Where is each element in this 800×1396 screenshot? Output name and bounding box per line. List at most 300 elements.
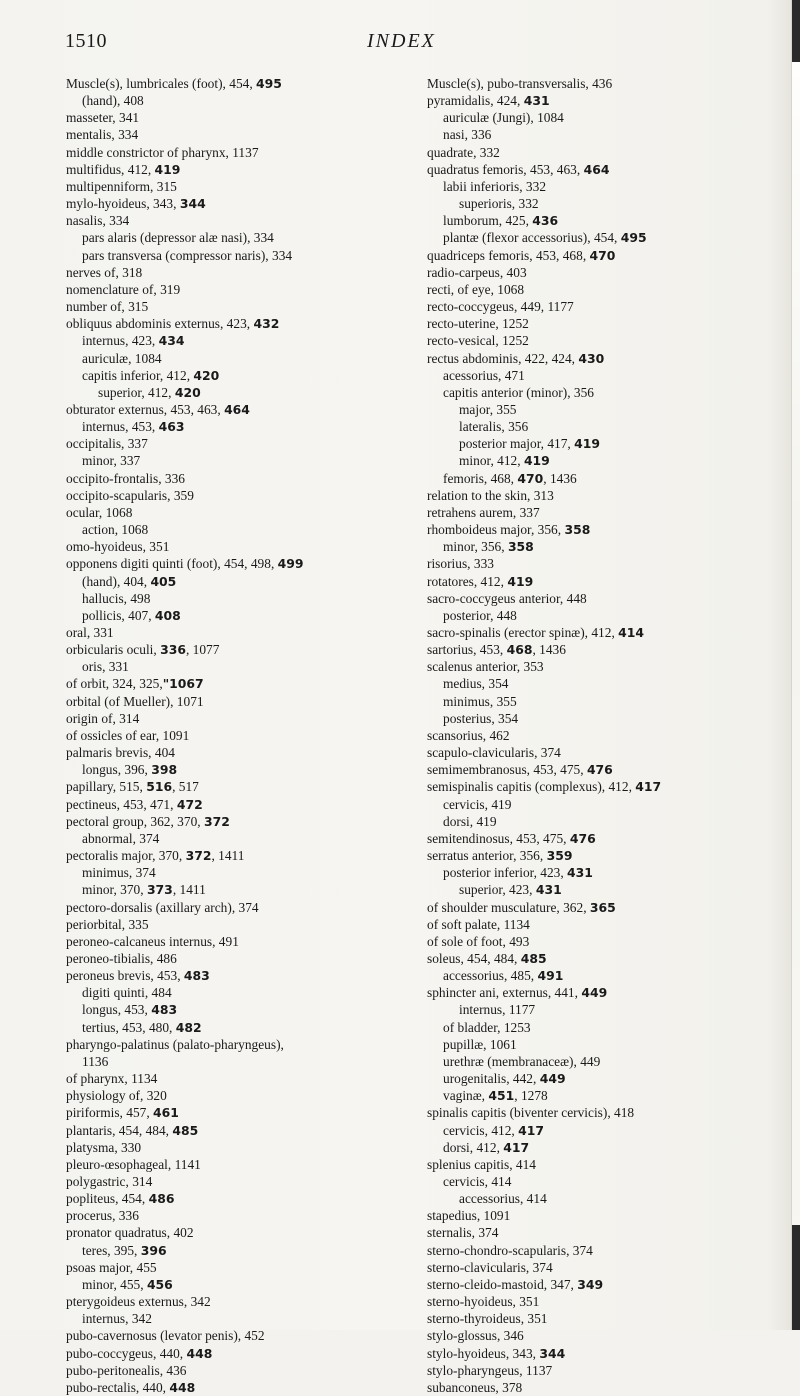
- entry-text: Muscle(s), lumbricales (foot), 454,: [66, 76, 257, 91]
- entry-text: of sole of foot, 493: [427, 933, 530, 949]
- index-entry: [66, 1139, 411, 1156]
- index-entry: [66, 933, 411, 950]
- entry-text: pubo-peritonealis, 436: [66, 1362, 187, 1378]
- index-entry: [427, 693, 782, 710]
- bold-page-reference: 499: [277, 556, 304, 572]
- entry-text: multifidus, 412,: [66, 161, 155, 177]
- index-entry: [66, 761, 411, 778]
- bold-page-reference: 430: [578, 350, 605, 366]
- bold-page-reference: 434: [158, 333, 185, 349]
- entry-text: pyramidalis, 424,: [427, 93, 524, 109]
- index-entry: [66, 1242, 411, 1259]
- index-entry: [427, 1345, 782, 1362]
- entry-text: pectineus, 453, 471,: [66, 796, 177, 812]
- bold-page-reference: 464: [224, 401, 250, 417]
- entry-text: superior, 412,: [98, 384, 175, 400]
- entry-text: , 1411: [172, 882, 206, 898]
- index-entry: [66, 401, 411, 418]
- index-entry: [427, 950, 782, 967]
- index-entry: [66, 1345, 411, 1362]
- index-entry: [427, 1139, 782, 1156]
- entry-text: minimus, 355: [443, 693, 517, 709]
- entry-text: action, 1068: [82, 522, 149, 538]
- bold-page-reference: 449: [539, 1071, 566, 1087]
- bold-page-reference: 431: [567, 865, 593, 881]
- entry-text: pupillæ, 1061: [443, 1036, 517, 1052]
- entry-text: occipito-scapularis, 359: [66, 487, 194, 503]
- entry-text: obturator externus, 453, 463,: [66, 401, 225, 417]
- entry-text: pubo-cavernosus (levator penis), 452: [66, 1328, 265, 1344]
- bold-page-reference: 372: [185, 848, 212, 864]
- bold-page-reference: 483: [151, 1002, 178, 1018]
- index-entry: [427, 675, 782, 692]
- entry-text: posterius, 354: [443, 710, 519, 726]
- bold-page-reference: 358: [564, 522, 591, 538]
- index-entry: [66, 1310, 411, 1327]
- index-entry: [66, 1036, 411, 1053]
- entry-text: rectus abdominis, 422, 424,: [427, 350, 579, 366]
- entry-text: teres, 395,: [82, 1242, 141, 1258]
- entry-text: dorsi, 419: [443, 813, 497, 829]
- index-entry: [66, 195, 411, 212]
- bold-page-reference: 448: [186, 1345, 213, 1361]
- entry-text: lumborum, 425,: [443, 213, 533, 229]
- entry-text: recto-vesical, 1252: [427, 333, 529, 349]
- index-entry: [427, 1122, 782, 1139]
- index-entry: [427, 126, 782, 143]
- entry-text: pollicis, 407,: [82, 607, 155, 623]
- index-entry: [427, 881, 782, 898]
- index-column-right: [427, 75, 782, 1396]
- index-entry: [66, 264, 411, 281]
- bold-page-reference: 476: [586, 762, 613, 778]
- index-entry: [427, 367, 782, 384]
- bold-page-reference: 420: [193, 367, 220, 383]
- entry-text: capitis inferior, 412,: [82, 367, 194, 383]
- index-entry: [66, 332, 411, 349]
- entry-text: accessorius, 414: [459, 1191, 547, 1207]
- index-entry: [66, 1070, 411, 1087]
- index-entry: [427, 1207, 782, 1224]
- bold-page-reference: 417: [635, 779, 662, 795]
- index-entry: [427, 710, 782, 727]
- index-entry: [66, 212, 411, 229]
- index-entry: [427, 212, 782, 229]
- index-entry: [66, 350, 411, 367]
- index-entry: [427, 229, 782, 246]
- index-entry: [66, 607, 411, 624]
- index-entry: [66, 298, 411, 315]
- entry-text: labii inferioris, 332: [443, 178, 547, 194]
- bold-page-reference: 431: [535, 882, 562, 898]
- entry-text: oral, 331: [66, 625, 114, 640]
- bold-page-reference: "1067: [162, 676, 204, 692]
- entry-text: scapulo-clavicularis, 374: [427, 745, 561, 761]
- index-entry: [427, 75, 782, 92]
- index-entry: [66, 281, 411, 298]
- entry-text: periorbital, 335: [66, 916, 149, 932]
- entry-text: splenius capitis, 414: [427, 1156, 536, 1172]
- entry-text: procerus, 336: [66, 1208, 139, 1224]
- index-entry: [427, 1104, 782, 1121]
- bold-page-reference: 486: [148, 1191, 175, 1207]
- index-entry: [427, 573, 782, 590]
- entry-text: sterno-hyoideus, 351: [427, 1294, 540, 1310]
- bold-page-reference: 365: [589, 899, 616, 915]
- entry-text: of ossicles of ear, 1091: [66, 727, 190, 743]
- bold-page-reference: 436: [532, 213, 559, 229]
- entry-text: retrahens aurem, 337: [427, 504, 540, 520]
- index-entry: [66, 899, 411, 916]
- index-entry: [66, 1362, 411, 1379]
- bold-page-reference: 483: [183, 968, 210, 984]
- bold-page-reference: 485: [520, 950, 547, 966]
- index-entry: [427, 1276, 782, 1293]
- entry-text: serratus anterior, 356,: [427, 848, 547, 864]
- index-entry: [427, 744, 782, 761]
- entry-text: papillary, 515,: [66, 779, 147, 795]
- entry-text: capitis anterior (minor), 356: [443, 384, 594, 400]
- index-entry: [66, 1104, 411, 1121]
- bold-page-reference: 398: [151, 762, 178, 778]
- entry-text: , 1436: [532, 642, 566, 658]
- entry-text: minimus, 374: [82, 865, 156, 881]
- entry-text: number of, 315: [66, 299, 149, 315]
- entry-text: accessorius, 485,: [443, 968, 538, 984]
- entry-text: internus, 423,: [82, 333, 159, 349]
- entry-text: Muscle(s), pubo-transversalis, 436: [427, 76, 613, 91]
- index-entry: [427, 1362, 782, 1379]
- bold-page-reference: 344: [179, 196, 206, 212]
- entry-text: nasalis, 334: [66, 213, 130, 229]
- index-entry: [427, 418, 782, 435]
- entry-text: middle constrictor of pharynx, 1137: [66, 144, 259, 160]
- bold-page-reference: 495: [256, 76, 282, 91]
- entry-text: multipenniform, 315: [66, 178, 177, 194]
- index-entry: [66, 126, 411, 143]
- index-entry: [427, 92, 782, 109]
- entry-text: quadratus femoris, 453, 463,: [427, 161, 584, 177]
- bold-page-reference: 396: [140, 1242, 167, 1258]
- index-entry: [427, 933, 782, 950]
- index-entry: [66, 109, 411, 126]
- entry-text: cervicis, 414: [443, 1174, 512, 1189]
- index-entry: [427, 315, 782, 332]
- bold-page-reference: 451: [488, 1088, 515, 1104]
- entry-text: 1136: [82, 1053, 109, 1069]
- entry-text: pleuro-œsophageal, 1141: [66, 1156, 201, 1172]
- index-entry: [427, 1053, 782, 1070]
- entry-text: recto-coccygeus, 449, 1177: [427, 299, 574, 315]
- entry-text: sterno-chondro-scapularis, 374: [427, 1242, 593, 1258]
- entry-text: stylo-pharyngeus, 1137: [427, 1362, 553, 1378]
- entry-text: internus, 453,: [82, 419, 159, 435]
- index-entry: [66, 573, 411, 590]
- entry-text: internus, 342: [82, 1311, 152, 1327]
- entry-text: sartorius, 453,: [427, 642, 507, 658]
- entry-text: nomenclature of, 319: [66, 281, 181, 297]
- entry-text: superioris, 332: [459, 196, 539, 212]
- index-entry: [66, 590, 411, 607]
- bold-page-reference: 516: [146, 779, 173, 795]
- entry-text: medius, 354: [443, 676, 509, 692]
- index-entry: [427, 761, 782, 778]
- bold-page-reference: 408: [154, 607, 181, 623]
- entry-text: obliquus abdominis externus, 423,: [66, 316, 254, 332]
- entry-text: scalenus anterior, 353: [427, 659, 544, 675]
- index-entry: [427, 796, 782, 813]
- entry-text: physiology of, 320: [66, 1088, 167, 1104]
- index-entry: [66, 315, 411, 332]
- index-entry: [427, 1224, 782, 1241]
- entry-text: pars alaris (depressor alæ nasi), 334: [82, 230, 274, 246]
- index-entry: [427, 109, 782, 126]
- index-entry: [66, 1207, 411, 1224]
- index-entry: [66, 435, 411, 452]
- entry-text: , 1278: [514, 1088, 548, 1104]
- entry-text: semispinalis capitis (complexus), 412,: [427, 779, 636, 795]
- bold-page-reference: 491: [537, 968, 564, 984]
- index-entry: [427, 1001, 782, 1018]
- entry-text: , 1077: [185, 642, 220, 658]
- entry-text: sacro-coccygeus anterior, 448: [427, 590, 587, 606]
- entry-text: recto-uterine, 1252: [427, 316, 529, 332]
- index-entry: [427, 916, 782, 933]
- bold-page-reference: 417: [518, 1122, 544, 1138]
- entry-text: pubo-rectalis, 440,: [66, 1379, 170, 1395]
- index-entry: [427, 161, 782, 178]
- index-entry: [66, 1276, 411, 1293]
- index-entry: [66, 470, 411, 487]
- index-entry: [66, 1173, 411, 1190]
- bold-page-reference: 417: [503, 1139, 530, 1155]
- index-entry: [427, 470, 782, 487]
- entry-text: of orbit, 324, 325,: [66, 676, 163, 692]
- entry-text: semimembranosus, 453, 475,: [427, 762, 587, 778]
- entry-text: dorsi, 412,: [443, 1139, 504, 1155]
- index-entry: [427, 727, 782, 744]
- entry-text: posterior, 448: [443, 607, 517, 623]
- bold-page-reference: 485: [172, 1122, 199, 1138]
- index-entry: [427, 899, 782, 916]
- bold-page-reference: 448: [169, 1379, 196, 1395]
- index-entry: [427, 1310, 782, 1327]
- index-column-left: [66, 75, 411, 1396]
- page-header: [65, 30, 765, 58]
- index-entry: [66, 418, 411, 435]
- entry-text: urogenitalis, 442,: [443, 1071, 540, 1087]
- entry-text: acessorius, 471: [443, 367, 525, 383]
- entry-text: occipitalis, 337: [66, 436, 148, 452]
- entry-text: posterior major, 417,: [459, 436, 575, 452]
- index-entry: [66, 624, 411, 641]
- index-entry: [427, 864, 782, 881]
- index-entry: [66, 161, 411, 178]
- index-entry: [427, 538, 782, 555]
- index-entry: [427, 1190, 782, 1207]
- entry-text: minor, 356,: [443, 539, 508, 555]
- entry-text: minor, 337: [82, 453, 141, 469]
- index-entry: [66, 675, 411, 692]
- running-head: INDEX: [367, 30, 436, 52]
- entry-text: quadriceps femoris, 453, 468,: [427, 247, 590, 263]
- index-entry: [427, 452, 782, 469]
- bold-page-reference: 349: [577, 1276, 604, 1292]
- bold-page-reference: 431: [523, 93, 550, 109]
- entry-text: major, 355: [459, 401, 517, 417]
- index-entry: [427, 1019, 782, 1036]
- entry-text: recti, of eye, 1068: [427, 281, 525, 297]
- index-entry: [427, 1070, 782, 1087]
- index-entry: [66, 881, 411, 898]
- entry-text: sterno-cleido-mastoid, 347,: [427, 1276, 578, 1292]
- index-entry: [66, 452, 411, 469]
- entry-text: soleus, 454, 484,: [427, 950, 521, 966]
- index-entry: [66, 247, 411, 264]
- entry-text: auriculæ, 1084: [82, 350, 162, 366]
- index-entry: [427, 641, 782, 658]
- entry-text: pterygoideus externus, 342: [66, 1294, 211, 1310]
- index-entry: [66, 144, 411, 161]
- index-entry: [66, 1019, 411, 1036]
- entry-text: sphincter ani, externus, 441,: [427, 985, 582, 1001]
- index-entry: [66, 1259, 411, 1276]
- page-edge: [791, 0, 800, 1330]
- index-entry: [427, 607, 782, 624]
- index-entry: [66, 555, 411, 572]
- index-entry: [427, 264, 782, 281]
- index-entry: [427, 350, 782, 367]
- entry-text: orbital (of Mueller), 1071: [66, 693, 204, 709]
- index-entry: [427, 521, 782, 538]
- entry-text: tertius, 453, 480,: [82, 1019, 176, 1035]
- bold-page-reference: 336: [160, 642, 186, 658]
- bold-page-reference: 419: [507, 573, 534, 589]
- index-entry: [66, 847, 411, 864]
- bold-page-reference: 405: [150, 573, 177, 589]
- index-entry: [427, 1173, 782, 1190]
- index-entry: [427, 624, 782, 641]
- index-entry: [66, 830, 411, 847]
- bold-page-reference: 358: [507, 539, 534, 555]
- entry-text: pectoralis major, 370,: [66, 848, 186, 864]
- index-entry: [66, 641, 411, 658]
- entry-text: minor, 455,: [82, 1276, 147, 1292]
- index-entry: [66, 1001, 411, 1018]
- index-entry: [66, 229, 411, 246]
- bold-page-reference: 420: [174, 384, 201, 400]
- entry-text: origin of, 314: [66, 710, 140, 726]
- entry-text: radio-carpeus, 403: [427, 264, 527, 280]
- entry-text: omo-hyoideus, 351: [66, 539, 170, 555]
- entry-text: stapedius, 1091: [427, 1208, 511, 1224]
- entry-text: abnormal, 374: [82, 830, 160, 846]
- entry-text: pubo-coccygeus, 440,: [66, 1345, 187, 1361]
- index-entry: [66, 1190, 411, 1207]
- entry-text: piriformis, 457,: [66, 1105, 154, 1121]
- index-entry: [427, 658, 782, 675]
- page-number: 1510: [65, 30, 107, 52]
- bold-page-reference: 495: [620, 230, 647, 246]
- entry-text: stylo-glossus, 346: [427, 1328, 524, 1344]
- index-entry: [66, 487, 411, 504]
- index-entry: [66, 1293, 411, 1310]
- entry-text: pectoro-dorsalis (axillary arch), 374: [66, 899, 259, 915]
- entry-text: subanconeus, 378: [427, 1379, 523, 1395]
- entry-text: peroneo-tibialis, 486: [66, 950, 177, 966]
- entry-text: superior, 423,: [459, 882, 536, 898]
- entry-text: posterior inferior, 423,: [443, 865, 568, 881]
- index-entry: [427, 435, 782, 452]
- index-entry: [427, 144, 782, 161]
- entry-text: sterno-thyroideus, 351: [427, 1311, 548, 1327]
- entry-text: mentalis, 334: [66, 127, 139, 143]
- entry-text: plantæ (flexor accessorius), 454,: [443, 230, 621, 246]
- bold-page-reference: 461: [153, 1105, 179, 1121]
- index-entry: [427, 332, 782, 349]
- entry-text: peroneus brevis, 453,: [66, 968, 184, 984]
- index-entry: [66, 1087, 411, 1104]
- entry-text: opponens digiti quinti (foot), 454, 498,: [66, 556, 278, 572]
- bold-page-reference: 482: [175, 1019, 202, 1035]
- entry-text: palmaris brevis, 404: [66, 745, 175, 761]
- index-entry: [427, 847, 782, 864]
- index-entry: [427, 487, 782, 504]
- edge-mark: [792, 1225, 800, 1330]
- bold-page-reference: 456: [146, 1276, 173, 1292]
- index-entry: [66, 710, 411, 727]
- index-entry: [427, 1379, 782, 1396]
- entry-text: occipito-frontalis, 336: [66, 470, 185, 486]
- index-entry: [66, 864, 411, 881]
- entry-text: pars transversa (compressor naris), 334: [82, 247, 293, 263]
- entry-text: spinalis capitis (biventer cervicis), 418: [427, 1105, 635, 1121]
- bold-page-reference: 359: [546, 848, 573, 864]
- entry-text: rhomboideus major, 356,: [427, 522, 565, 538]
- index-entry: [66, 658, 411, 675]
- index-entry: [427, 1156, 782, 1173]
- index-entry: [427, 967, 782, 984]
- index-entry: [427, 984, 782, 1001]
- entry-text: longus, 453,: [82, 1002, 152, 1018]
- index-entry: [427, 1087, 782, 1104]
- bold-page-reference: 463: [158, 419, 185, 435]
- bold-page-reference: 470: [517, 470, 544, 486]
- index-entry: [66, 1379, 411, 1396]
- index-entry: [427, 778, 782, 795]
- index-entry: [66, 538, 411, 555]
- index-entry: [427, 830, 782, 847]
- index-entry: [66, 504, 411, 521]
- bold-page-reference: 419: [523, 453, 550, 469]
- index-entry: [66, 796, 411, 813]
- entry-text: of shoulder musculature, 362,: [427, 899, 590, 915]
- index-entry: [66, 984, 411, 1001]
- entry-text: relation to the skin, 313: [427, 487, 554, 503]
- entry-text: orbicularis oculi,: [66, 642, 161, 658]
- entry-text: scansorius, 462: [427, 727, 510, 743]
- entry-text: pharyngo-palatinus (palato-pharyngeus),: [66, 1036, 284, 1052]
- index-entry: [66, 178, 411, 195]
- entry-text: platysma, 330: [66, 1139, 142, 1155]
- entry-text: nasi, 336: [443, 127, 492, 143]
- entry-text: lateralis, 356: [459, 419, 529, 435]
- bold-page-reference: 344: [539, 1345, 566, 1361]
- entry-text: , 1436: [543, 470, 577, 486]
- entry-text: of soft palate, 1134: [427, 916, 530, 932]
- index-entry: [427, 504, 782, 521]
- bold-page-reference: 372: [203, 813, 230, 829]
